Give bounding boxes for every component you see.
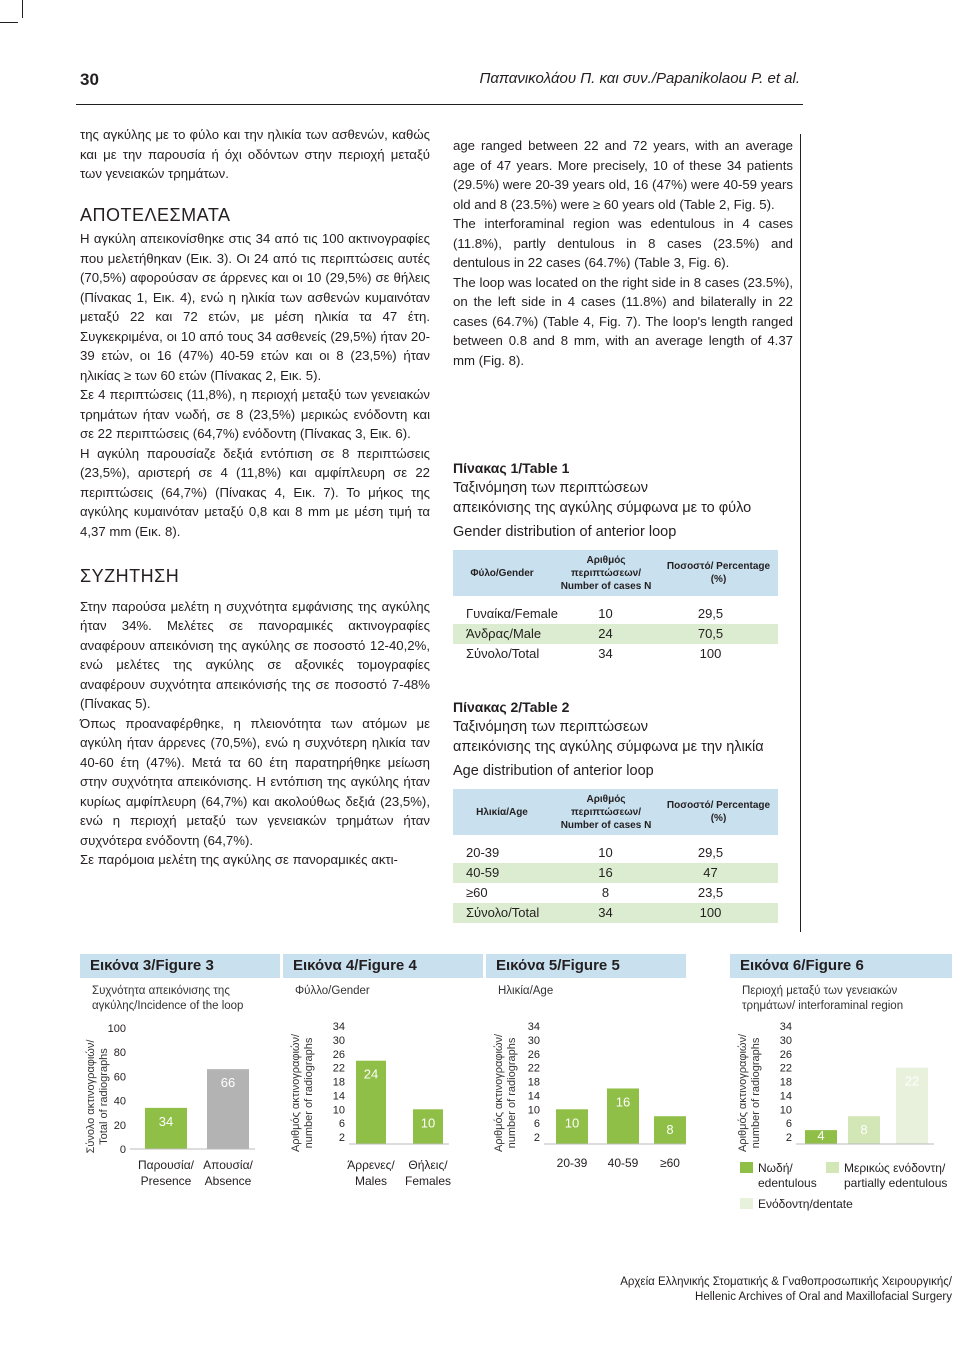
cell-n: 10 [598,606,613,621]
bar-value-label: 10 [564,1115,580,1131]
x-tick-label: 20-39 [556,1156,588,1170]
cell-pct: 100 [699,646,722,661]
figure-title: Εικόνα 5/Figure 5 [486,954,686,978]
y-tick-label: 18 [527,1076,540,1089]
results-paragraph: Η αγκύλη παρουσίαζε δεξιά εντόπιση σε 8 περιπτώσεις (23,5%), αριστερή σε 4 (11,8%) και αμφίπλευρη σε 22 περιπτώσεις (64,7%) (Πίνακας 4, Εικ. 7). Το μήκος της αγκύλης κυμαινόταν μεταξύ 0,8 και 8 mm με μέση τιμή τα 4,37 mm (Εικ. 8). [80,445,430,539]
cell-pct: 29,5 [697,845,724,860]
bar-value-label: 16 [615,1094,631,1110]
x-tick-label: Απουσία/ Absence [203,1158,253,1188]
y-tick-label: 2 [785,1132,792,1145]
bar-value-label: 10 [420,1115,436,1131]
y-tick-label: 6 [785,1118,792,1131]
y-tick-label: 100 [107,1023,126,1035]
discussion-paragraph: Σε παρόμοια μελέτη της αγκύλης σε πανοραμικές ακτι- [80,852,398,867]
figure-subtitle: Περιοχή μεταξύ των γενειακών τρημάτων/ interforaminal region [742,985,904,1012]
cell-n: 24 [598,626,613,641]
y-tick-label: 26 [779,1048,792,1061]
crop-mark [0,22,18,23]
cell-label: Σύνολο/Total [466,905,540,920]
cell-label: Γυναίκα/Female [466,606,558,621]
y-axis-label: Σύνολο ακτινογραφιών/Total of radiographs [85,1039,110,1154]
page-header [80,70,800,92]
y-tick-label: 80 [113,1047,126,1060]
y-tick-label: 22 [527,1062,540,1075]
cell-label: ≥60 [466,885,488,900]
table-row [453,883,778,903]
y-tick-label: 14 [527,1090,540,1103]
y-tick-label: 26 [527,1048,540,1061]
y-tick-label: 0 [119,1144,126,1156]
x-tick-label: Άρρενες/ Males [347,1158,395,1188]
x-tick-label: Θήλεις/ Females [404,1158,452,1188]
y-tick-label: 20 [113,1119,126,1132]
running-title: Παπανικολάου Π. και συν./Papanikolaou P. et al. [479,70,800,87]
y-axis-label: Αριθμός ακτινογραφιών/number of radiographs [290,1033,315,1153]
cell-n: 10 [598,845,613,860]
legend-label: Μερικώς ενόδοντη/ partially edentulous [844,1161,948,1190]
y-tick-label: 18 [779,1076,792,1089]
y-tick-label: 22 [332,1062,345,1075]
table-header [453,550,778,596]
table-subtitle: Ταξινόμηση των περιπτώσεων [453,719,649,735]
y-tick-label: 26 [332,1048,345,1061]
right-column [453,136,793,370]
cell-pct: 100 [699,905,722,920]
table-row [453,863,778,883]
cell-pct: 70,5 [697,626,724,641]
bar-value-label: 4 [817,1128,825,1143]
cell-label: Σύνολο/Total [466,646,540,661]
cell-n: 8 [601,885,610,900]
figure-title: Εικόνα 4/Figure 4 [283,954,483,978]
left-column [80,125,430,870]
y-tick-label: 34 [527,1021,540,1033]
table-subtitle: απεικόνισης της αγκύλης σύμφωνα με το φύλο [453,500,752,516]
y-tick-label: 34 [332,1021,345,1033]
cell-n: 34 [598,646,613,661]
legend-label: Νωδή/ edentulous [758,1161,817,1190]
bar-value-label: 8 [666,1122,674,1138]
table-subtitle-en: Gender distribution of anterior loop [453,524,677,540]
right-paragraph: The interforaminal region was edentulous in 4 cases (11.8%), partly dentulous in 8 cases (23.5%) and dentulous in 22 cases (64.7%) (Table 3, Fig. 6). [453,216,793,270]
cell-pct: 47 [703,865,718,880]
bar-value-label: 66 [220,1075,236,1091]
figure-subtitle: Συχνότητα απεικόνισης της αγκύλης/Incidence of the loop [92,985,244,1012]
table-header [453,789,778,835]
legend-label: Ενόδοντη/dentate [758,1197,853,1211]
y-tick-label: 10 [527,1104,540,1117]
figure-5 [486,954,686,1214]
y-tick-label: 6 [533,1118,540,1131]
figure-title: Εικόνα 3/Figure 3 [80,954,280,978]
legend-swatch [740,1162,753,1173]
figure-subtitle: Φύλλο/Gender [295,985,370,997]
y-tick-label: 30 [332,1034,345,1047]
results-paragraph: Σε 4 περιπτώσεις (11,8%), η περιοχή μεταξύ των γενειακών τρημάτων ήταν νωδή, σε 8 (23,5%) μερικώς ενόδοντη και σε 22 περιπτώσεις (64,7%) ενόδοντη (Πίνακας 3, Εικ. 6). [80,387,430,441]
bar-value-label: 34 [158,1113,174,1129]
figure-3 [80,954,280,1214]
cell-pct: 29,5 [697,606,724,621]
header-cell: Φύλο/Gender [470,567,534,579]
cell-label: 20-39 [466,845,500,860]
x-tick-label: Παρουσία/ Presence [137,1158,195,1188]
intro-paragraph: της αγκύλης με το φύλο και την ηλικία των ασθενών, καθώς και με την παρουσία ή όχι οδόντων στην περιοχή μεταξύ των γενειακών τρημάτων. [80,127,430,181]
table-row [453,903,778,923]
discussion-paragraph: Όπως προαναφέρθηκε, η πλειονότητα των ατόμων με αγκύλη ήταν άρρενες (70,5%), ενώ η συχνότερη ηλικία ταν 40-60 έτη (47%). Μετά τα 60 έτη παρατηρήθηκε μείωση στην συχνότητα απεικόνισης. Η εντόπιση της αγκύλης ήταν κυρίως αμφίπλευρη (64,7%) και ακολούθως δεξιά (23,5%), ενώ η περιοχή μεταξύ των γενειακών τρημάτων ήταν συχνότερα ενόδοντη (64,7%). [80,715,430,848]
y-axis-label: Αριθμός ακτινογραφιών/number of radiographs [493,1033,518,1153]
cell-pct: 23,5 [697,885,724,900]
page-footer [620,1275,952,1305]
y-tick-label: 40 [113,1095,126,1108]
bar-value-label: 24 [363,1066,379,1082]
figure-subtitle: Ηλικία/Age [498,985,554,997]
table-subtitle: απεικόνισης της αγκύλης σύμφωνα με την ηλικία [453,739,764,755]
y-tick-label: 22 [779,1062,792,1075]
cell-n: 34 [598,905,613,920]
figure-4 [283,954,483,1214]
results-paragraph: Η αγκύλη απεικονίσθηκε στις 34 από τις 100 ακτινογραφίες που μελετήθηκαν (Εικ. 3). Οι 24 από τις περιπτώσεις αυτές (70,5%) αφορούσαν σε άρρενες και οι 10 (29,5%) σε θήλεις (Πίνακας 1, Εικ. 4), ενώ η ηλικία των ασθενών κυμαινόταν μεταξύ 22 και 72 ετών, με μέση ηλικία τα 47 έτη. Συγκεκριμένα, οι 10 από τους 34 ασθενείς (29,5%) ήταν 20-39 ετών, οι 16 (47%) 40-59 ετών και οι 8 (23,5%) ήταν ηλικίας ≥ των 60 ετών (Πίνακας 2, Εικ. 5). [80,231,430,383]
figure-6 [730,954,952,1214]
table-subtitle: Ταξινόμηση των περιπτώσεων [453,480,649,496]
y-tick-label: 6 [338,1118,345,1131]
table-row [453,644,778,664]
y-tick-label: 30 [527,1034,540,1047]
page-number: 30 [80,70,99,89]
legend-swatch [740,1198,753,1209]
discussion-heading: ΣΥΖΗΤΗΣΗ [80,566,180,586]
discussion-paragraph: Στην παρούσα μελέτη η συχνότητα εμφάνισης της αγκύλης ήταν 34%. Μελέτες σε πανοραμικές ακτινογραφίες αναφέρουν απεικόνιση της αγκύλης σε ποσοστό 12-40,2%, ενώ μελέτες της αγκύλης σε αξονικές τομογραφίες αναφέρουν συχνότητα απεικόνισής της σε ποσοστό 7-48% (Πίνακας 5). [80,598,430,711]
bar-chart [283,954,483,1214]
results-heading: ΑΠΟΤΕΛΕΣΜΑΤΑ [80,204,231,225]
footer-line: Hellenic Archives of Oral and Maxillofacial Surgery [695,1291,952,1303]
figure-title: Εικόνα 6/Figure 6 [730,954,952,978]
legend-swatch [826,1162,839,1173]
table-row [453,604,778,624]
bar-chart [486,954,686,1214]
y-tick-label: 60 [113,1071,126,1084]
right-paragraph: age ranged between 22 and 72 years, with an average age of 47 years. More precisely, 10 of these 34 patients (29.5%) were 20-39 years old, 16 (47%) were 40-59 years old and 8 (23.5%) were ≥ 60 years old (Table 2, Fig. 5). [453,138,793,212]
y-tick-label: 18 [332,1076,345,1089]
footer-line: Αρχεία Ελληνικής Στοματικής & Γναθοπροσωπικής Χειρουργικής/ [620,1276,952,1288]
table-title: Πίνακας 1/Table 1 [453,460,570,476]
cell-n: 16 [598,865,613,880]
table-1 [453,458,778,664]
bar-value-label: 22 [904,1073,920,1089]
table-2 [453,697,778,923]
y-tick-label: 30 [779,1034,792,1047]
column-divider [800,134,801,932]
table-row [453,843,778,863]
bar-chart [80,954,280,1214]
y-axis-label: Αριθμός ακτινογραφιών/number of radiographs [737,1033,762,1153]
y-tick-label: 14 [332,1090,345,1103]
cell-label: 40-59 [466,865,500,880]
table-row [453,624,778,644]
x-tick-label: ≥60 [660,1156,680,1170]
right-paragraph: The loop was located on the right side in 8 cases (23.5%), on the left side in 4 cases (11.8%) and bilaterally in 22 cases (64.7%) (Table 4, Fig. 7). The loop's length ranged between 0.8 and 8 mm, with an average length of 4.37 mm (Fig. 8). [453,274,793,368]
table-subtitle-en: Age distribution of anterior loop [453,763,654,779]
y-tick-label: 2 [338,1132,345,1145]
header-cell: Ηλικία/Age [476,806,528,818]
y-tick-label: 10 [779,1104,792,1117]
y-tick-label: 10 [332,1104,345,1117]
header-cell: Αριθμός περιπτώσεων/ Number of cases N [560,554,652,592]
bar-value-label: 8 [860,1122,868,1138]
header-cell: Ποσοστό/ Percentage (%) [666,561,771,585]
table-title: Πίνακας 2/Table 2 [453,699,570,715]
cell-label: Άνδρας/Male [466,626,542,641]
header-cell: Ποσοστό/ Percentage (%) [666,800,771,824]
x-tick-label: 40-59 [607,1156,639,1170]
y-tick-label: 14 [779,1090,792,1103]
bar-chart [730,954,952,1214]
header-cell: Αριθμός περιπτώσεων/ Number of cases N [560,793,652,831]
header-rule [76,104,803,105]
y-tick-label: 2 [533,1132,540,1145]
crop-mark [22,0,23,18]
y-tick-label: 34 [779,1021,792,1033]
